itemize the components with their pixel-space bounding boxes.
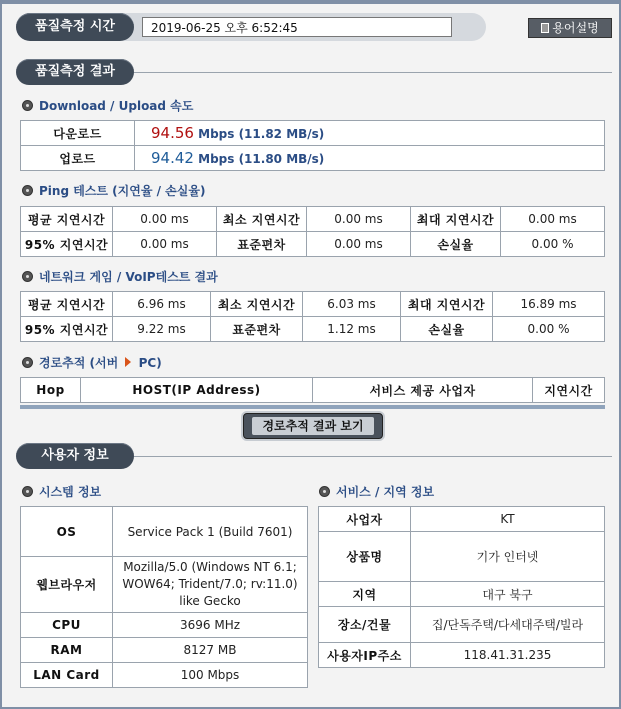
trace-divider [20, 405, 605, 409]
provider-value: KT [411, 507, 605, 532]
ping-max-label: 최대 지연시간 [411, 207, 501, 232]
product-label: 상품명 [319, 532, 411, 582]
help-button[interactable] [528, 18, 612, 38]
service-heading [319, 484, 434, 500]
region-value: 대구 북구 [411, 582, 605, 607]
ping-std-label: 표준편차 [217, 232, 307, 257]
table-row [21, 207, 605, 232]
ip-value: 118.41.31.235 [411, 643, 605, 668]
game-max-label: 최대 지연시간 [401, 292, 493, 317]
trace-heading [22, 355, 162, 371]
bullet-icon [22, 486, 33, 497]
service-heading-text: 서비스 / 지역 정보 [336, 485, 435, 499]
game-avg-value: 6.96 ms [113, 292, 211, 317]
browser-label: 웹브라우저 [21, 557, 113, 613]
upload-mbps: 94.42 [151, 149, 194, 167]
game-heading-text: 네트워크 게임 / VoIP테스트 결과 [39, 270, 218, 284]
game-heading [22, 269, 218, 285]
trace-table [20, 377, 605, 403]
table-row [21, 121, 605, 146]
lan-value: 100 Mbps [113, 663, 308, 688]
results-title: 품질측정 결과 [16, 59, 134, 85]
game-loss-value: 0.00 % [493, 317, 605, 342]
ram-value: 8127 MB [113, 638, 308, 663]
upload-value [135, 146, 605, 171]
provider-label: 사업자 [319, 507, 411, 532]
table-row [21, 663, 308, 688]
user-title: 사용자 정보 [16, 443, 134, 469]
table-row [21, 146, 605, 171]
system-heading [22, 484, 101, 500]
ping-avg-label: 평균 지연시간 [21, 207, 113, 232]
table-row [21, 317, 605, 342]
trace-result-button-label: 경로추적 결과 보기 [252, 417, 373, 435]
time-label: 품질측정 시간 [16, 13, 134, 41]
table-row [319, 532, 605, 582]
game-std-label: 표준편차 [211, 317, 303, 342]
table-row [21, 557, 308, 613]
lan-label: LAN Card [21, 663, 113, 688]
column-header[interactable]: HOST(IP Address) [81, 378, 313, 403]
bullet-icon [319, 486, 330, 497]
ping-min-label: 최소 지연시간 [217, 207, 307, 232]
cpu-label: CPU [21, 613, 113, 638]
section-divider [120, 72, 612, 73]
download-mbps: 94.56 [151, 124, 194, 142]
bullet-icon [22, 271, 33, 282]
column-header[interactable]: 서비스 제공 사업자 [313, 378, 533, 403]
service-table [318, 506, 605, 668]
table-row [319, 507, 605, 532]
speed-table [20, 120, 605, 171]
table-row [21, 507, 308, 557]
table-row [319, 607, 605, 643]
cpu-value: 3696 MHz [113, 613, 308, 638]
table-header-row [21, 378, 605, 403]
ping-std-value: 0.00 ms [307, 232, 411, 257]
speed-heading [22, 98, 193, 114]
table-row [21, 613, 308, 638]
help-button-label: 용어설명 [552, 21, 599, 35]
os-label: OS [21, 507, 113, 557]
ram-label: RAM [21, 638, 113, 663]
table-row [319, 643, 605, 668]
bullet-icon [22, 185, 33, 196]
trace-heading-post: PC) [138, 356, 162, 370]
column-header[interactable]: Hop [21, 378, 81, 403]
ping-p95-value: 0.00 ms [113, 232, 217, 257]
ip-label: 사용자IP주소 [319, 643, 411, 668]
speed-heading-text: Download / Upload 속도 [39, 99, 194, 113]
trace-heading-pre: 경로추적 (서버 [39, 356, 119, 370]
place-value: 집/단독주택/다세대주택/빌라 [411, 607, 605, 643]
region-label: 지역 [319, 582, 411, 607]
ping-heading [22, 183, 205, 199]
ping-p95-label: 95% 지연시간 [21, 232, 113, 257]
ping-avg-value: 0.00 ms [113, 207, 217, 232]
game-max-value: 16.89 ms [493, 292, 605, 317]
browser-value: Mozilla/5.0 (Windows NT 6.1; WOW64; Trident/7.0; rv:11.0) like Gecko [113, 557, 308, 613]
download-label: 다운로드 [21, 121, 135, 146]
document-icon [541, 23, 549, 33]
game-table [20, 291, 605, 342]
trace-result-button[interactable] [243, 413, 383, 439]
table-row [319, 582, 605, 607]
upload-label: 업로드 [21, 146, 135, 171]
bullet-icon [22, 100, 33, 111]
os-value: Service Pack 1 (Build 7601) [113, 507, 308, 557]
game-min-label: 최소 지연시간 [211, 292, 303, 317]
place-label: 장소/건물 [319, 607, 411, 643]
product-value: 기가 인터넷 [411, 532, 605, 582]
ping-loss-value: 0.00 % [501, 232, 605, 257]
time-field[interactable] [142, 17, 452, 37]
table-row [21, 638, 308, 663]
ping-heading-text: Ping 테스트 (지연율 / 손실율) [39, 184, 206, 198]
ping-min-value: 0.00 ms [307, 207, 411, 232]
game-min-value: 6.03 ms [303, 292, 401, 317]
ping-table [20, 206, 605, 257]
section-divider [120, 456, 612, 457]
download-unit: Mbps (11.82 MB/s) [193, 127, 325, 141]
ping-loss-label: 손실율 [411, 232, 501, 257]
upload-unit: Mbps (11.80 MB/s) [193, 152, 325, 166]
game-p95-value: 9.22 ms [113, 317, 211, 342]
column-header[interactable]: 지연시간 [533, 378, 605, 403]
table-row [21, 232, 605, 257]
arrow-right-icon [125, 357, 131, 367]
system-table [20, 506, 308, 688]
download-value [135, 121, 605, 146]
system-heading-text: 시스템 정보 [39, 485, 102, 499]
bullet-icon [22, 357, 33, 368]
table-row [21, 292, 605, 317]
game-std-value: 1.12 ms [303, 317, 401, 342]
ping-max-value: 0.00 ms [501, 207, 605, 232]
game-p95-label: 95% 지연시간 [21, 317, 113, 342]
game-avg-label: 평균 지연시간 [21, 292, 113, 317]
game-loss-label: 손실율 [401, 317, 493, 342]
